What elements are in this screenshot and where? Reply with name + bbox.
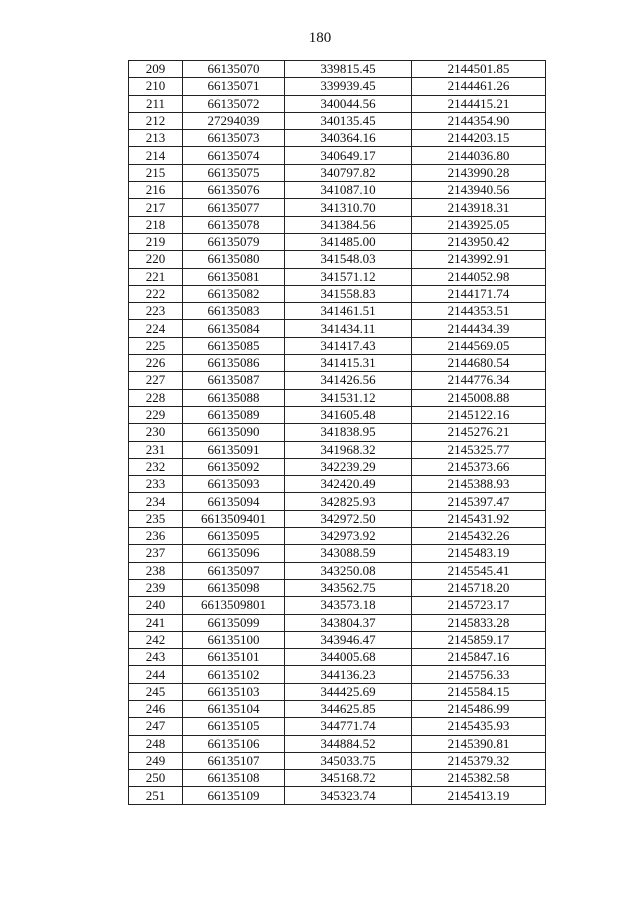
point-id-cell: 66135087: [183, 372, 285, 389]
x-coordinate-cell: 344771.74: [285, 718, 412, 735]
x-coordinate-cell: 341571.12: [285, 268, 412, 285]
x-coordinate-cell: 345323.74: [285, 787, 412, 804]
x-coordinate-cell: 343573.18: [285, 597, 412, 614]
y-coordinate-cell: 2143940.56: [412, 182, 546, 199]
table-row: [129, 337, 546, 354]
x-coordinate-cell: 341485.00: [285, 233, 412, 250]
point-id-cell: 66135109: [183, 787, 285, 804]
point-id-cell: 66135080: [183, 251, 285, 268]
table-row: [129, 649, 546, 666]
row-index-cell: 250: [129, 770, 183, 787]
table-row: [129, 320, 546, 337]
y-coordinate-cell: 2145388.93: [412, 476, 546, 493]
point-id-cell: 66135096: [183, 545, 285, 562]
row-index-cell: 224: [129, 320, 183, 337]
y-coordinate-cell: 2145432.26: [412, 528, 546, 545]
row-index-cell: 243: [129, 649, 183, 666]
row-index-cell: 216: [129, 182, 183, 199]
row-index-cell: 251: [129, 787, 183, 804]
table-row: [129, 528, 546, 545]
y-coordinate-cell: 2144501.85: [412, 61, 546, 78]
x-coordinate-cell: 340364.16: [285, 130, 412, 147]
point-id-cell: 66135088: [183, 389, 285, 406]
point-id-cell: 66135070: [183, 61, 285, 78]
table-row: [129, 112, 546, 129]
x-coordinate-cell: 343804.37: [285, 614, 412, 631]
coordinates-table: [128, 60, 546, 805]
row-index-cell: 242: [129, 631, 183, 648]
y-coordinate-cell: 2145276.21: [412, 424, 546, 441]
table-row: [129, 683, 546, 700]
point-id-cell: 66135085: [183, 337, 285, 354]
row-index-cell: 237: [129, 545, 183, 562]
y-coordinate-cell: 2145584.15: [412, 683, 546, 700]
x-coordinate-cell: 344884.52: [285, 735, 412, 752]
x-coordinate-cell: 340649.17: [285, 147, 412, 164]
table-row: [129, 458, 546, 475]
table-row: [129, 61, 546, 78]
y-coordinate-cell: 2144434.39: [412, 320, 546, 337]
row-index-cell: 233: [129, 476, 183, 493]
y-coordinate-cell: 2145859.17: [412, 631, 546, 648]
x-coordinate-cell: 341461.51: [285, 303, 412, 320]
row-index-cell: 246: [129, 700, 183, 717]
table-row: [129, 770, 546, 787]
x-coordinate-cell: 341087.10: [285, 182, 412, 199]
row-index-cell: 219: [129, 233, 183, 250]
table-row: [129, 631, 546, 648]
y-coordinate-cell: 2143950.42: [412, 233, 546, 250]
table-row: [129, 666, 546, 683]
table-row: [129, 182, 546, 199]
x-coordinate-cell: 340797.82: [285, 164, 412, 181]
x-coordinate-cell: 341548.03: [285, 251, 412, 268]
y-coordinate-cell: 2145718.20: [412, 579, 546, 596]
table-row: [129, 233, 546, 250]
y-coordinate-cell: 2145325.77: [412, 441, 546, 458]
row-index-cell: 222: [129, 285, 183, 302]
point-id-cell: 66135103: [183, 683, 285, 700]
x-coordinate-cell: 340044.56: [285, 95, 412, 112]
row-index-cell: 214: [129, 147, 183, 164]
point-id-cell: 66135074: [183, 147, 285, 164]
y-coordinate-cell: 2145723.17: [412, 597, 546, 614]
y-coordinate-cell: 2143990.28: [412, 164, 546, 181]
y-coordinate-cell: 2145390.81: [412, 735, 546, 752]
table-row: [129, 164, 546, 181]
y-coordinate-cell: 2145413.19: [412, 787, 546, 804]
point-id-cell: 66135081: [183, 268, 285, 285]
row-index-cell: 228: [129, 389, 183, 406]
x-coordinate-cell: 341531.12: [285, 389, 412, 406]
y-coordinate-cell: 2144353.51: [412, 303, 546, 320]
y-coordinate-cell: 2145008.88: [412, 389, 546, 406]
row-index-cell: 236: [129, 528, 183, 545]
table-row: [129, 597, 546, 614]
row-index-cell: 220: [129, 251, 183, 268]
y-coordinate-cell: 2144569.05: [412, 337, 546, 354]
y-coordinate-cell: 2145431.92: [412, 510, 546, 527]
x-coordinate-cell: 344625.85: [285, 700, 412, 717]
table-row: [129, 424, 546, 441]
table-row: [129, 199, 546, 216]
x-coordinate-cell: 341384.56: [285, 216, 412, 233]
x-coordinate-cell: 341426.56: [285, 372, 412, 389]
point-id-cell: 66135105: [183, 718, 285, 735]
y-coordinate-cell: 2144052.98: [412, 268, 546, 285]
x-coordinate-cell: 343088.59: [285, 545, 412, 562]
point-id-cell: 27294039: [183, 112, 285, 129]
row-index-cell: 211: [129, 95, 183, 112]
row-index-cell: 223: [129, 303, 183, 320]
table-row: [129, 389, 546, 406]
point-id-cell: 66135100: [183, 631, 285, 648]
row-index-cell: 244: [129, 666, 183, 683]
point-id-cell: 66135107: [183, 752, 285, 769]
row-index-cell: 225: [129, 337, 183, 354]
y-coordinate-cell: 2145545.41: [412, 562, 546, 579]
point-id-cell: 6613509801: [183, 597, 285, 614]
point-id-cell: 66135101: [183, 649, 285, 666]
row-index-cell: 217: [129, 199, 183, 216]
point-id-cell: 66135086: [183, 355, 285, 372]
row-index-cell: 249: [129, 752, 183, 769]
y-coordinate-cell: 2145435.93: [412, 718, 546, 735]
y-coordinate-cell: 2144354.90: [412, 112, 546, 129]
y-coordinate-cell: 2144203.15: [412, 130, 546, 147]
x-coordinate-cell: 344005.68: [285, 649, 412, 666]
x-coordinate-cell: 339939.45: [285, 78, 412, 95]
x-coordinate-cell: 342825.93: [285, 493, 412, 510]
point-id-cell: 66135072: [183, 95, 285, 112]
point-id-cell: 66135071: [183, 78, 285, 95]
point-id-cell: 66135099: [183, 614, 285, 631]
row-index-cell: 221: [129, 268, 183, 285]
point-id-cell: 66135090: [183, 424, 285, 441]
x-coordinate-cell: 345168.72: [285, 770, 412, 787]
x-coordinate-cell: 341415.31: [285, 355, 412, 372]
x-coordinate-cell: 343946.47: [285, 631, 412, 648]
table-row: [129, 251, 546, 268]
x-coordinate-cell: 341558.83: [285, 285, 412, 302]
row-index-cell: 210: [129, 78, 183, 95]
table-row: [129, 545, 546, 562]
row-index-cell: 229: [129, 406, 183, 423]
x-coordinate-cell: 341310.70: [285, 199, 412, 216]
point-id-cell: 66135083: [183, 303, 285, 320]
table-row: [129, 752, 546, 769]
point-id-cell: 66135097: [183, 562, 285, 579]
row-index-cell: 232: [129, 458, 183, 475]
table-row: [129, 735, 546, 752]
point-id-cell: 66135092: [183, 458, 285, 475]
x-coordinate-cell: 342973.92: [285, 528, 412, 545]
row-index-cell: 213: [129, 130, 183, 147]
point-id-cell: 66135094: [183, 493, 285, 510]
table-row: [129, 787, 546, 804]
point-id-cell: 66135084: [183, 320, 285, 337]
point-id-cell: 66135082: [183, 285, 285, 302]
table-row: [129, 406, 546, 423]
table-row: [129, 614, 546, 631]
x-coordinate-cell: 341434.11: [285, 320, 412, 337]
table-row: [129, 355, 546, 372]
row-index-cell: 227: [129, 372, 183, 389]
row-index-cell: 231: [129, 441, 183, 458]
row-index-cell: 218: [129, 216, 183, 233]
y-coordinate-cell: 2145756.33: [412, 666, 546, 683]
x-coordinate-cell: 345033.75: [285, 752, 412, 769]
y-coordinate-cell: 2145382.58: [412, 770, 546, 787]
row-index-cell: 238: [129, 562, 183, 579]
table-row: [129, 147, 546, 164]
point-id-cell: 66135093: [183, 476, 285, 493]
point-id-cell: 66135091: [183, 441, 285, 458]
y-coordinate-cell: 2144461.26: [412, 78, 546, 95]
table-row: [129, 579, 546, 596]
point-id-cell: 66135095: [183, 528, 285, 545]
point-id-cell: 66135089: [183, 406, 285, 423]
x-coordinate-cell: 341417.43: [285, 337, 412, 354]
row-index-cell: 226: [129, 355, 183, 372]
table-row: [129, 476, 546, 493]
row-index-cell: 209: [129, 61, 183, 78]
x-coordinate-cell: 343250.08: [285, 562, 412, 579]
y-coordinate-cell: 2145486.99: [412, 700, 546, 717]
point-id-cell: 66135106: [183, 735, 285, 752]
x-coordinate-cell: 342972.50: [285, 510, 412, 527]
row-index-cell: 235: [129, 510, 183, 527]
table-row: [129, 130, 546, 147]
point-id-cell: 66135075: [183, 164, 285, 181]
row-index-cell: 240: [129, 597, 183, 614]
table-row: [129, 268, 546, 285]
table-row: [129, 700, 546, 717]
x-coordinate-cell: 341838.95: [285, 424, 412, 441]
point-id-cell: 66135073: [183, 130, 285, 147]
y-coordinate-cell: 2145373.66: [412, 458, 546, 475]
row-index-cell: 247: [129, 718, 183, 735]
row-index-cell: 239: [129, 579, 183, 596]
x-coordinate-cell: 341968.32: [285, 441, 412, 458]
y-coordinate-cell: 2143925.05: [412, 216, 546, 233]
point-id-cell: 66135076: [183, 182, 285, 199]
y-coordinate-cell: 2144036.80: [412, 147, 546, 164]
x-coordinate-cell: 344136.23: [285, 666, 412, 683]
y-coordinate-cell: 2144415.21: [412, 95, 546, 112]
y-coordinate-cell: 2143918.31: [412, 199, 546, 216]
page-number: 180: [308, 30, 332, 46]
row-index-cell: 241: [129, 614, 183, 631]
table-row: [129, 216, 546, 233]
point-id-cell: 6613509401: [183, 510, 285, 527]
row-index-cell: 248: [129, 735, 183, 752]
point-id-cell: 66135078: [183, 216, 285, 233]
x-coordinate-cell: 341605.48: [285, 406, 412, 423]
x-coordinate-cell: 343562.75: [285, 579, 412, 596]
point-id-cell: 66135102: [183, 666, 285, 683]
point-id-cell: 66135079: [183, 233, 285, 250]
x-coordinate-cell: 342239.29: [285, 458, 412, 475]
row-index-cell: 215: [129, 164, 183, 181]
y-coordinate-cell: 2145397.47: [412, 493, 546, 510]
table-row: [129, 95, 546, 112]
y-coordinate-cell: 2144680.54: [412, 355, 546, 372]
point-id-cell: 66135108: [183, 770, 285, 787]
row-index-cell: 234: [129, 493, 183, 510]
table-row: [129, 78, 546, 95]
point-id-cell: 66135104: [183, 700, 285, 717]
table-row: [129, 285, 546, 302]
y-coordinate-cell: 2144171.74: [412, 285, 546, 302]
row-index-cell: 245: [129, 683, 183, 700]
row-index-cell: 212: [129, 112, 183, 129]
point-id-cell: 66135077: [183, 199, 285, 216]
x-coordinate-cell: 342420.49: [285, 476, 412, 493]
table-row: [129, 562, 546, 579]
table-row: [129, 510, 546, 527]
table-row: [129, 372, 546, 389]
row-index-cell: 230: [129, 424, 183, 441]
y-coordinate-cell: 2145379.32: [412, 752, 546, 769]
x-coordinate-cell: 344425.69: [285, 683, 412, 700]
table-row: [129, 493, 546, 510]
x-coordinate-cell: 339815.45: [285, 61, 412, 78]
y-coordinate-cell: 2145122.16: [412, 406, 546, 423]
y-coordinate-cell: 2143992.91: [412, 251, 546, 268]
x-coordinate-cell: 340135.45: [285, 112, 412, 129]
y-coordinate-cell: 2145847.16: [412, 649, 546, 666]
y-coordinate-cell: 2144776.34: [412, 372, 546, 389]
table-row: [129, 441, 546, 458]
y-coordinate-cell: 2145483.19: [412, 545, 546, 562]
table-row: [129, 718, 546, 735]
point-id-cell: 66135098: [183, 579, 285, 596]
table-row: [129, 303, 546, 320]
y-coordinate-cell: 2145833.28: [412, 614, 546, 631]
